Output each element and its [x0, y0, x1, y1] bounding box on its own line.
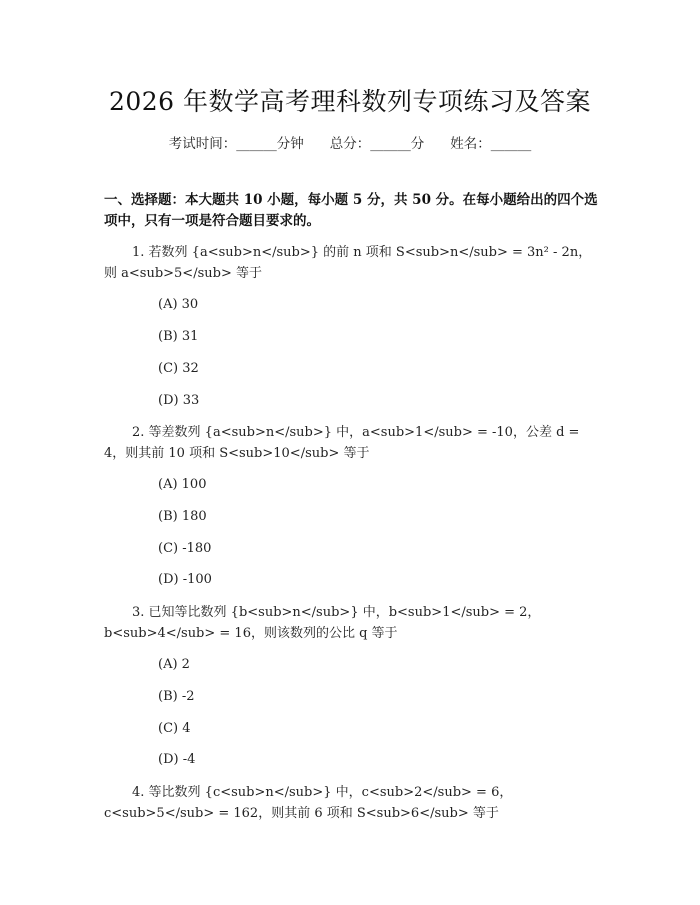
student-name-field: 姓名：______: [450, 136, 532, 152]
question-1-text: 1. 若数列 {a<sub>n</sub>} 的前 n 项和 S<sub>n</sub> = 3n² - 2n，则 a<sub>5</sub> 等于: [104, 245, 592, 281]
question-3-option-b: (B) -2: [158, 689, 195, 704]
question-2-option-a: (A) 100: [158, 477, 207, 492]
question-3-option-a: (A) 2: [158, 657, 190, 672]
question-3-text: 3. 已知等比数列 {b<sub>n</sub>} 中，b<sub>1</sub> = 2，b<sub>4</sub> = 16，则该数列的公比 q 等于: [104, 605, 541, 641]
exam-time-field: 考试时间：______分钟: [168, 136, 304, 152]
question-3-option-c: (C) 4: [158, 721, 191, 736]
question-2-option-c: (C) -180: [158, 541, 212, 556]
total-score-field: 总分：______分: [329, 136, 425, 152]
exam-info-line: [0, 132, 700, 152]
question-1-option-a: (A) 30: [158, 297, 199, 312]
question-2-option-d: (D) -100: [158, 572, 212, 587]
question-2-option-b: (B) 180: [158, 509, 207, 524]
section-heading: 一、选择题：本大题共 10 小题，每小题 5 分，共 50 分。在每小题给出的四个选项中，只有一项是符合题目要求的。: [104, 192, 598, 229]
question-1-option-b: (B) 31: [158, 329, 199, 344]
question-2-text: 2. 等差数列 {a<sub>n</sub>} 中，a<sub>1</sub> = -10，公差 d = 4，则其前 10 项和 S<sub>10</sub> 等于: [104, 425, 580, 461]
question-3-option-d: (D) -4: [158, 752, 196, 767]
page-title: 2026 年数学高考理科数列专项练习及答案: [108, 87, 592, 116]
question-4-text: 4. 等比数列 {c<sub>n</sub>} 中，c<sub>2</sub> = 6，c<sub>5</sub> = 162，则其前 6 项和 S<sub>6</sub> 等于: [104, 785, 513, 821]
question-1-option-c: (C) 32: [158, 361, 199, 376]
question-1-option-d: (D) 33: [158, 393, 200, 408]
